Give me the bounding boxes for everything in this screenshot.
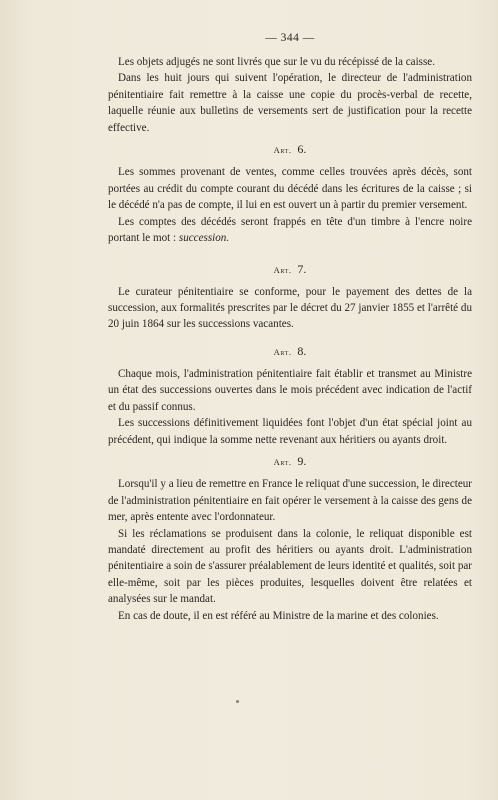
article-heading-7 xyxy=(108,261,472,277)
paragraph: Les objets adjugés ne sont livrés que sur le vu du récépissé de la caisse. xyxy=(118,56,436,68)
article-label: Art. xyxy=(273,145,292,156)
article-heading-6 xyxy=(108,141,472,157)
article-label: Art. xyxy=(273,346,292,357)
page-content xyxy=(108,30,472,624)
paragraph: En cas de doute, il en est référé au Ministre de la marine et des colonies. xyxy=(118,609,439,622)
paragraph: Le curateur pénitentiaire se conforme, pour le payement des dettes de la succession, aux formalités prescrites par le décret du 27 janvier 1855 et l'arrêté du 20 juin 1864 sur les successions vacantes. xyxy=(108,285,472,331)
paragraph: Les sommes provenant de ventes, comme celles trouvées après décès, sont portées au crédit du compte courant du décédé dans les écritures de la caisse ; si le décédé n'a pas de compte, il lui en est ouvert un à partir du premier versement. xyxy=(108,166,472,212)
article-number: 8. xyxy=(297,343,307,358)
article-heading-8 xyxy=(108,343,472,359)
paragraph: Dans les huit jours qui suivent l'opération, le directeur de l'administration pénitentiaire fait remettre à la caisse une copie du procès-verbal de recette, laquelle réunie aux bulletins de versements sert de justification pour la recette effective. xyxy=(108,72,472,134)
paragraph-with-italic xyxy=(108,214,472,247)
article-heading-9 xyxy=(108,453,472,469)
paragraph: Chaque mois, l'administration pénitentiaire fait établir et transmet au Ministre un état des successions ouvertes dans le mois précédent avec indication de l'actif et du passif connus. xyxy=(108,367,472,413)
article-number: 6. xyxy=(297,142,307,157)
paragraph: Lorsqu'il y a lieu de remettre en France le reliquat d'une succession, le directeur de l'administration pénitentiaire en fait opérer le versement à la caisse des gens de mer, après entente avec l'ordonnateur. xyxy=(108,478,472,524)
article-label: Art. xyxy=(273,457,292,468)
page-number: — 344 — xyxy=(265,32,315,44)
paragraph: Les successions définitivement liquidées font l'objet d'un état spécial joint au précédent, qui indique la somme nette revenant aux héritiers ou ayants droit. xyxy=(108,417,472,446)
article-number: 7. xyxy=(297,261,307,276)
italic-word: succession. xyxy=(178,232,230,245)
paragraph-text: Les comptes des décédés seront frappés en tête d'un timbre à l'encre noire portant le mot : xyxy=(108,215,472,245)
ink-speck xyxy=(236,700,239,703)
paragraph: Si les réclamations se produisent dans la colonie, le reliquat disponible est mandaté directement au profit des héritiers ou ayants droit. L'administration pénitentiaire a soin de s'assurer préalablement de leurs identité et qualités, soit par elle-même, soit par les pièces produites, lesquelles doivent être relatées et analysées sur le mandat. xyxy=(108,527,472,606)
article-label: Art. xyxy=(273,264,292,275)
article-number: 9. xyxy=(297,454,307,469)
